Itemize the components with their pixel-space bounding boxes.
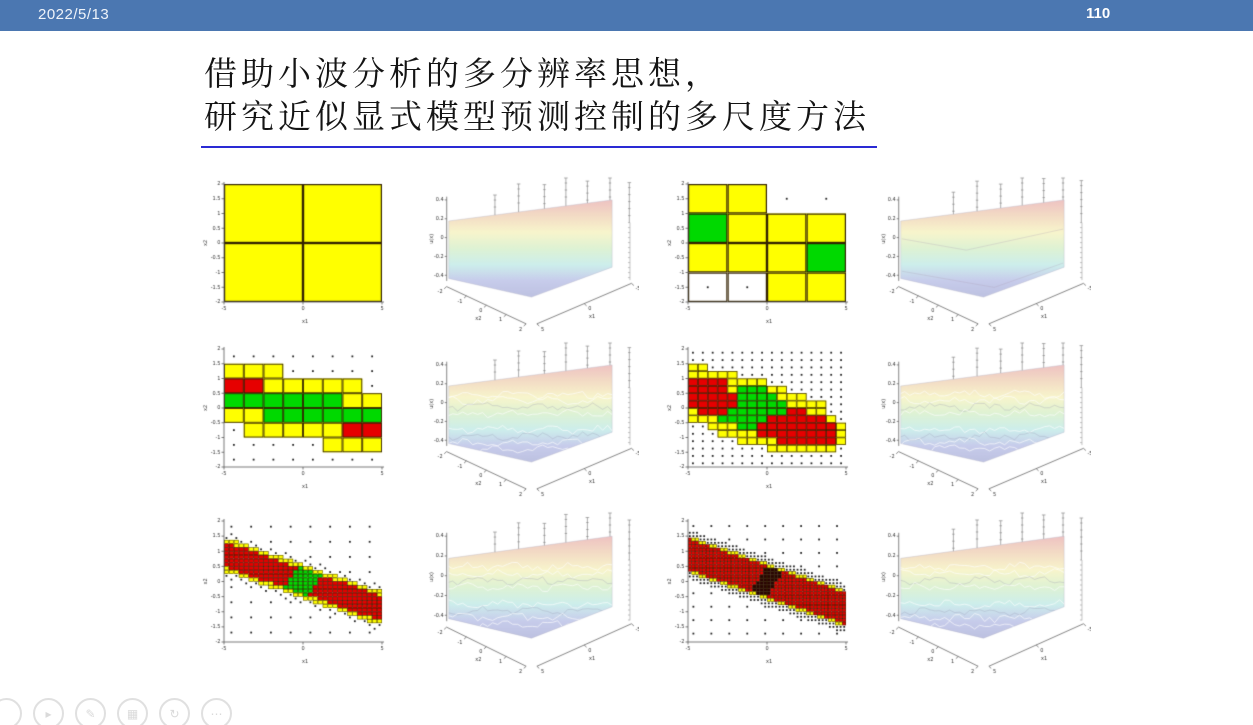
surface-plot-level-1 xyxy=(424,174,639,336)
rotate-icon[interactable]: ↻ xyxy=(159,698,190,725)
partition-plot-level-5 xyxy=(198,513,394,668)
grid-icon[interactable]: ▦ xyxy=(117,698,148,725)
slide-title xyxy=(204,54,870,140)
play-icon[interactable]: ▸ xyxy=(33,698,64,725)
partition-plot-level-1 xyxy=(198,176,394,328)
more-icon[interactable]: ⋯ xyxy=(201,698,232,725)
edge-circle-icon[interactable] xyxy=(0,698,22,725)
surface-plot-level-4 xyxy=(876,339,1091,501)
partition-plot-level-3 xyxy=(198,341,394,493)
surface-plot-level-5 xyxy=(424,509,639,679)
title-underline xyxy=(201,146,877,148)
page-number: 110 xyxy=(1086,5,1111,22)
surface-plot-level-6 xyxy=(876,509,1091,679)
partition-plot-level-2 xyxy=(662,176,858,328)
surface-plot-level-2 xyxy=(876,174,1091,336)
title-line-1: 借助小波分析的多分辨率思想， xyxy=(204,57,722,93)
pen-icon[interactable]: ✎ xyxy=(75,698,106,725)
title-line-2: 研究近似显式模型预测控制的多尺度方法 xyxy=(204,100,870,136)
surface-plot-level-3 xyxy=(424,339,639,501)
partition-plot-level-6 xyxy=(662,513,858,668)
presenter-toolbar xyxy=(0,698,232,725)
date-label: 2022/5/13 xyxy=(38,6,110,23)
partition-plot-level-4 xyxy=(662,341,858,493)
slide-header xyxy=(0,0,1253,31)
